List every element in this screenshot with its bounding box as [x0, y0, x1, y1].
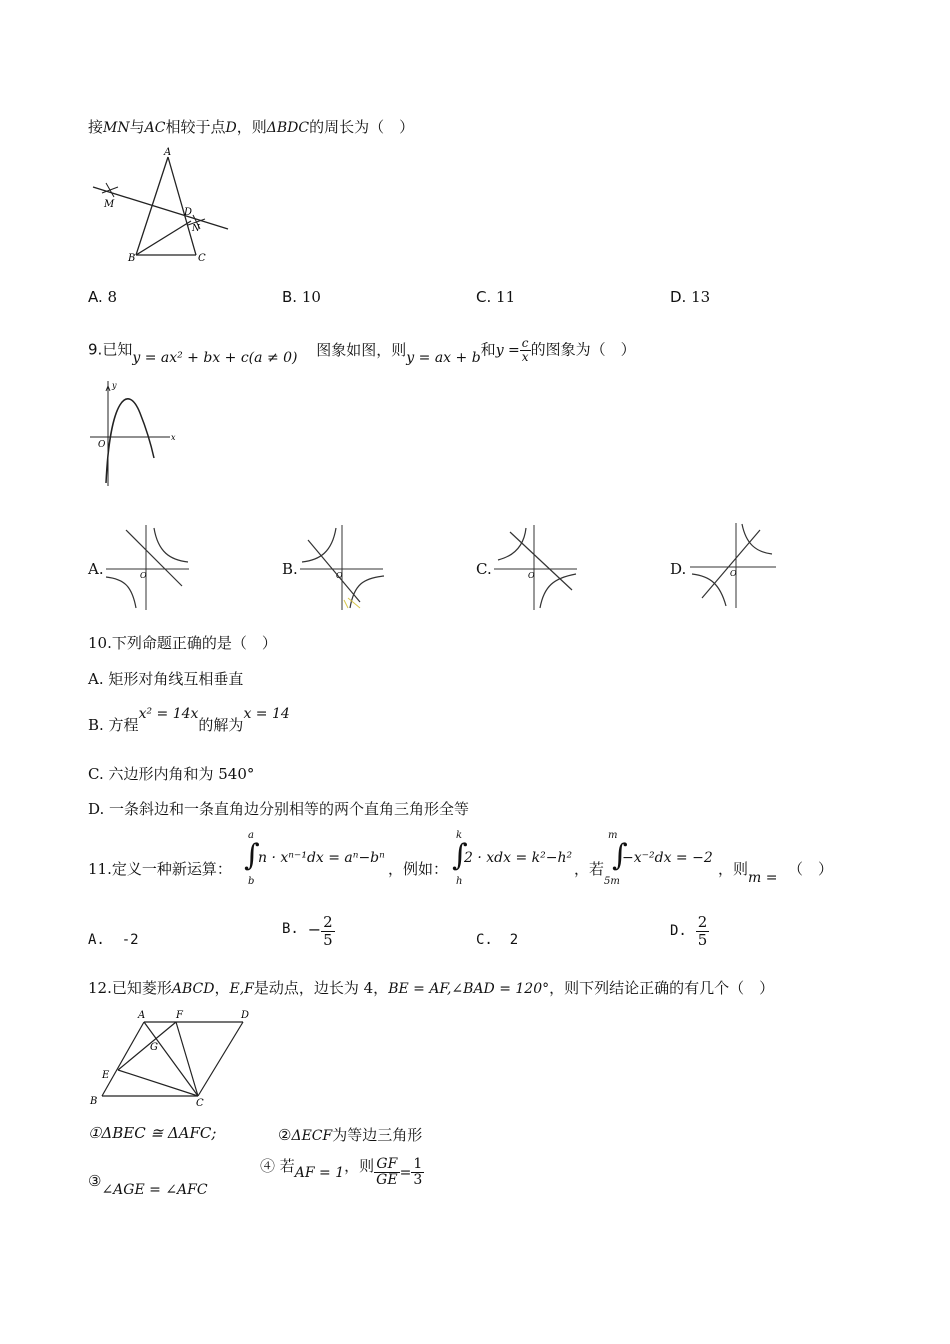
q11-int1-lower: b — [248, 876, 255, 887]
q9-formula-y: y = — [495, 342, 520, 359]
q12-s4-frac-gf — [374, 1157, 399, 1189]
q9-label-o: O — [98, 440, 106, 450]
q11-eg: ，例如： — [388, 860, 449, 878]
q12-s4-eq: = — [399, 1164, 412, 1181]
q8-option-d-value: 13 — [691, 288, 711, 306]
q10-b-equation: x² = 14x — [138, 706, 199, 722]
q9-number: 9. — [88, 340, 103, 359]
q9-option-c-graph — [492, 522, 584, 612]
q11-m-eq: m = — [748, 870, 778, 886]
q11-option-a-value: -2 — [121, 932, 139, 948]
q8-figure — [88, 145, 238, 270]
q12-s3-pre: ③ — [88, 1172, 102, 1190]
q8-option-d-key: D. — [670, 288, 687, 306]
q9-option-a-graph — [104, 522, 196, 612]
q11-b-den: 5 — [323, 930, 333, 949]
q12-label-B: B — [90, 1096, 98, 1107]
q9-parabola-figure — [88, 378, 183, 488]
q11-int3-upper: m — [608, 830, 618, 841]
q8-option-b[interactable] — [282, 288, 321, 306]
q9-a-o: O — [140, 571, 147, 580]
q12-stem — [88, 977, 774, 998]
q8-text-xj: 相较于点 — [165, 118, 226, 136]
q11-int1-body: n · xⁿ⁻¹dx = aⁿ−bⁿ — [258, 850, 385, 866]
q10-b-pre: B. 方程 — [88, 716, 139, 734]
q11-int3-sign: ∫ — [612, 838, 628, 873]
q12-statement-2 — [278, 1124, 422, 1145]
q9-b-o: O — [336, 571, 343, 580]
q9-frac-den: x — [521, 350, 529, 365]
q11-int2-sign: ∫ — [452, 838, 468, 873]
q11-option-d[interactable] — [670, 914, 709, 948]
q11-int2-body: 2 · xdx = k²−h² — [464, 850, 573, 866]
q9-formula-line: y = ax + b — [406, 349, 481, 366]
q11-pre: 11.定义一种新运算： — [88, 860, 232, 878]
q12-statement-1: ①ΔBEC ≅ ΔAFC; — [88, 1124, 217, 1142]
q12-label-E: E — [102, 1070, 110, 1081]
q11-option-b-sign: − — [307, 920, 322, 939]
q12-label-D: D — [241, 1010, 250, 1021]
q10-option-a[interactable]: A. 矩形对角线互相垂直 — [88, 670, 244, 688]
q8-option-c-key: C. — [476, 288, 492, 306]
q11-option-c[interactable] — [476, 932, 518, 948]
q9-option-c[interactable] — [476, 560, 492, 578]
q12-pre: 12.已知菱形 — [88, 979, 172, 997]
q11-option-b-key: B. — [282, 921, 299, 937]
q9-d-o: O — [730, 569, 737, 578]
q11-option-a[interactable] — [88, 932, 139, 948]
q11-ruo: ，若 — [574, 860, 605, 878]
q12-s2-math: ΔECF — [291, 1128, 333, 1144]
q9-option-a[interactable] — [88, 560, 104, 578]
q12-s4-gf: GF — [374, 1157, 399, 1173]
q12-s2-pre: ② — [278, 1126, 292, 1144]
q9-text-he: 和 — [480, 340, 496, 359]
q10-b-solution: x = 14 — [243, 706, 290, 722]
q11-int1-upper: a — [248, 830, 254, 841]
q12-mid: 是动点，边长为 4， — [253, 979, 389, 997]
q8-label-M: M — [104, 199, 115, 210]
q11-int3-lower: 5m — [604, 876, 620, 887]
q9-frac-num: c — [520, 337, 531, 351]
q9-option-c-key: C. — [476, 560, 492, 578]
q11-option-d-key: D. — [670, 923, 687, 939]
q12-s4-math: AF = 1 — [294, 1164, 345, 1181]
q11-option-c-value: 2 — [509, 932, 519, 948]
q8-option-b-value: 10 — [301, 288, 321, 306]
q11-int3-body: −x⁻²dx = −2 — [622, 850, 713, 866]
q12-label-A: A — [138, 1010, 146, 1021]
q8-option-a[interactable] — [88, 288, 117, 306]
q9-label-x: x — [171, 433, 176, 442]
q12-s4-pre: ④ 若 — [260, 1156, 295, 1175]
q9-text-mid: 图象如图，则 — [316, 340, 407, 359]
q12-label-G: G — [150, 1042, 158, 1053]
q8-option-c[interactable] — [476, 288, 515, 306]
q12-s3-math: ∠AGE = ∠AFC — [101, 1182, 208, 1198]
q8-text-ze: ，则 — [236, 118, 267, 136]
q8-d: D — [225, 120, 237, 136]
q11-d-den: 5 — [697, 930, 708, 949]
q11-int1-sign: ∫ — [244, 838, 260, 873]
q8-mn: MN — [103, 120, 130, 136]
q11-int2-lower: h — [456, 876, 463, 887]
q11-option-b-fraction — [321, 914, 335, 948]
q12-s4-frac-value — [411, 1157, 424, 1189]
q8-option-b-key: B. — [282, 288, 298, 306]
q9-option-d-key: D. — [670, 560, 687, 578]
q8-option-a-value: 8 — [107, 288, 118, 306]
q12-rhombus-figure — [88, 1008, 258, 1110]
q12-s4-vn: 1 — [413, 1156, 423, 1172]
q9-option-d-graph — [688, 520, 780, 610]
q8-triangle: ΔBDC — [266, 120, 310, 136]
q12-s4-vd: 3 — [413, 1172, 423, 1189]
q12-sep: ， — [214, 979, 230, 997]
q12-statement-4 — [260, 1157, 424, 1189]
q8-label-N: N — [192, 224, 200, 234]
q9-fraction — [520, 337, 531, 364]
q12-label-C: C — [196, 1098, 204, 1109]
q9-text-tail: 的图象为（ ） — [530, 340, 636, 359]
q12-condition: BE = AF,∠BAD = 120° — [388, 981, 550, 997]
q9-formula-parabola: y = ax² + bx + c(a ≠ 0) — [132, 349, 298, 366]
q11-option-c-key: C. — [476, 932, 493, 948]
q11-option-a-key: A. — [88, 932, 105, 948]
q8-label-B: B — [128, 253, 136, 264]
q9-option-b[interactable] — [282, 560, 298, 578]
q12-statement-3 — [88, 1172, 208, 1198]
q8-ac: AC — [144, 120, 166, 136]
q11-option-d-fraction — [696, 914, 710, 948]
q12-s4-mid: ，则 — [344, 1156, 375, 1175]
q9-option-d[interactable] — [670, 560, 686, 578]
q8-label-A: A — [164, 147, 172, 158]
q8-label-D: D — [184, 207, 193, 218]
q11-option-b[interactable] — [282, 914, 335, 948]
q11-b-num: 2 — [323, 913, 333, 931]
q8-option-d[interactable] — [670, 288, 710, 306]
q8-text-jie: 接 — [88, 118, 104, 136]
q12-abcd: ABCD — [171, 981, 215, 997]
q9-text-known: 已知 — [102, 340, 133, 359]
q8-text-yu: 与 — [129, 118, 145, 136]
q12-ef: E,F — [229, 981, 254, 997]
q10-b-mid: 的解为 — [198, 716, 244, 734]
q10-stem: 10.下列命题正确的是（ ） — [88, 634, 277, 652]
q12-s2-text: 为等边三角形 — [332, 1126, 423, 1144]
q9-option-a-key: A. — [88, 560, 104, 578]
q8-option-a-key: A. — [88, 288, 103, 306]
q11-int2-upper: k — [456, 830, 463, 841]
q10-option-b[interactable] — [88, 702, 290, 734]
q10-option-d[interactable]: D. 一条斜边和一条直角边分别相等的两个直角三角形全等 — [88, 800, 470, 818]
q11-ze: ，则 — [718, 860, 749, 878]
q9-stem — [88, 337, 636, 364]
q9-c-o: O — [528, 571, 535, 580]
q8-stem — [88, 116, 414, 137]
q12-s4-ge: GE — [376, 1172, 398, 1189]
q12-tail: ，则下列结论正确的有几个（ ） — [549, 979, 775, 997]
q11-paren: （ ） — [788, 860, 834, 878]
q9-label-y: y — [112, 381, 117, 390]
q9-option-b-key: B. — [282, 560, 298, 578]
q11-d-num: 2 — [697, 913, 708, 931]
q8-option-c-value: 11 — [496, 288, 516, 306]
q8-text-tail: 的周长为（ ） — [309, 118, 415, 136]
q9-option-b-graph — [298, 522, 390, 612]
q10-option-c[interactable]: C. 六边形内角和为 540° — [88, 765, 255, 783]
q8-label-C: C — [198, 253, 206, 264]
q12-label-F: F — [176, 1010, 183, 1021]
